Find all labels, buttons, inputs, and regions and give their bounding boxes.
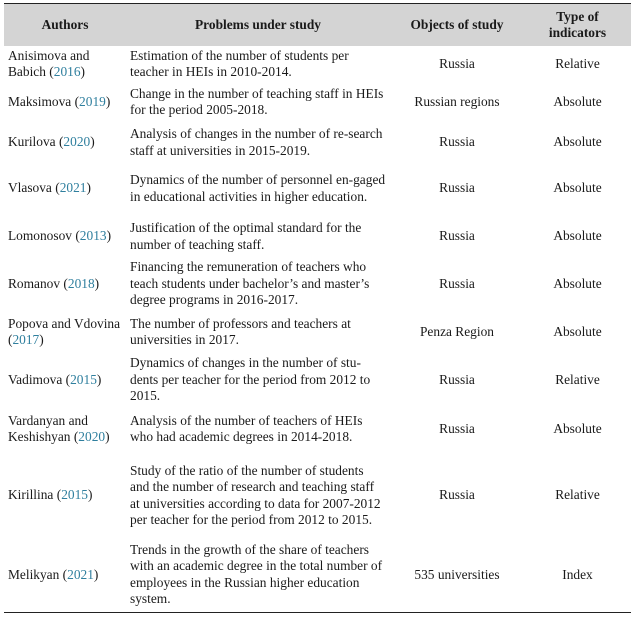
type-cell: Relative [555, 371, 600, 387]
type-cell: Absolute [553, 134, 602, 150]
problem-cell: Justification of the optimal standard for the number of teaching staff. [130, 220, 362, 252]
object-cell: Russia [439, 55, 475, 71]
author-cell: Lomonosov (2013) [8, 228, 112, 244]
author-name: Kirillina [8, 487, 54, 503]
citation-year-link[interactable]: 2013 [79, 228, 107, 244]
citation-year-link[interactable]: 2017 [12, 332, 40, 347]
object-cell: Russia [439, 420, 475, 436]
object-cell: Russia [439, 134, 475, 150]
problem-cell: Analysis of changes in the number of re-search staff at universities in 2015-2019. [130, 126, 383, 158]
author-name: Kurilova [8, 134, 56, 150]
table-row [4, 163, 631, 214]
type-cell: Absolute [553, 180, 602, 196]
object-cell: Russia [439, 371, 475, 387]
header-problems: Problems under study [195, 16, 321, 32]
author-name: Vardanyan and Keshishyan [8, 412, 88, 444]
table-row [4, 82, 631, 122]
object-cell: Russian regions [414, 93, 500, 109]
object-cell: Penza Region [419, 323, 494, 339]
citation-year-link[interactable]: 2021 [59, 180, 87, 196]
author-name: Melikyan [8, 566, 60, 582]
problem-cell: Dynamics of changes in the number of stu-dents per teacher for the period from 2012 to 2015. [130, 355, 371, 403]
author-name: Vadimova [8, 371, 63, 387]
author-cell: Kurilova (2020) [8, 134, 95, 150]
problem-cell: Financing the remuneration of teachers who teach students under bachelor’s and master’s degree programs in 2016-2017. [130, 259, 370, 308]
problem-cell: Analysis of the number of teachers of HEIs who had academic degrees in 2014-2018. [130, 412, 363, 444]
type-cell: Relative [555, 487, 600, 503]
author-name: Vlasova [8, 180, 52, 196]
table-row [4, 122, 631, 163]
problem-cell: Change in the number of teaching staff in HEIs for the period 2005-2018. [130, 85, 384, 117]
author-cell: Vardanyan and Keshishyan (2020) [8, 412, 110, 444]
type-cell: Index [562, 566, 593, 582]
author-name: Popova and Vdovina [8, 315, 121, 331]
header-objects: Objects of study [410, 16, 504, 32]
author-cell: Popova and Vdovina (2017) [8, 315, 121, 347]
table-row [4, 355, 631, 405]
author-cell: Melikyan (2021) [8, 566, 99, 582]
citation-year-link[interactable]: 2019 [79, 93, 106, 109]
problem-cell: Trends in the growth of the share of teachers with an academic degree in the total number of employees in the Russian higher education system. [130, 541, 383, 607]
problem-cell: Estimation of the number of students per teacher in HEIs in 2010-2014. [130, 47, 349, 79]
citation-year-link[interactable]: 2018 [67, 275, 95, 291]
table-row [4, 309, 631, 355]
type-cell: Absolute [553, 93, 602, 109]
table-row [4, 454, 631, 538]
table-row [4, 405, 631, 454]
citation-year-link[interactable]: 2015 [70, 371, 97, 387]
type-cell: Absolute [553, 228, 602, 244]
object-cell: Russia [439, 180, 475, 196]
citation-year-link[interactable]: 2021 [67, 566, 94, 582]
citation-year-link[interactable]: 2016 [53, 64, 81, 79]
table-row [4, 538, 631, 613]
author-cell: Vadimova (2015) [8, 371, 102, 387]
header-type: Type of indicators [548, 8, 607, 40]
author-name: Anisimova and Babich [8, 47, 90, 79]
literature-table [4, 3, 631, 613]
author-name: Romanov [8, 275, 61, 291]
author-name: Maksimova [8, 93, 72, 109]
type-cell: Absolute [553, 275, 602, 291]
author-cell: Maksimova (2019) [8, 93, 111, 109]
problem-cell: The number of professors and teachers at universities in 2017. [130, 315, 351, 347]
author-name: Lomonosov [8, 228, 72, 244]
author-cell: Kirillina (2015) [8, 487, 93, 503]
object-cell: Russia [439, 275, 475, 291]
citation-year-link[interactable]: 2020 [78, 429, 106, 444]
object-cell: Russia [439, 487, 475, 503]
citation-year-link[interactable]: 2020 [63, 134, 91, 150]
object-cell: 535 universities [414, 566, 500, 582]
table-row [4, 214, 631, 259]
table-row [4, 46, 631, 82]
header-authors: Authors [41, 16, 89, 32]
problem-cell: Study of the ratio of the number of students and the number of research and teaching staff at universities according to data for 2007-2012 per teacher for the period from 2012 to 2015. [130, 462, 381, 527]
object-cell: Russia [439, 228, 475, 244]
author-cell: Vlasova (2021) [8, 180, 91, 196]
citation-year-link[interactable]: 2015 [61, 487, 88, 503]
type-cell: Absolute [553, 323, 602, 339]
type-cell: Relative [555, 55, 600, 71]
author-cell: Romanov (2018) [8, 275, 100, 291]
type-cell: Absolute [553, 420, 602, 436]
problem-cell: Dynamics of the number of personnel en-gaged in educational activities in higher education. [130, 172, 386, 204]
author-cell: Anisimova and Babich (2016) [8, 47, 90, 79]
header-row [4, 4, 631, 47]
table-row [4, 259, 631, 309]
